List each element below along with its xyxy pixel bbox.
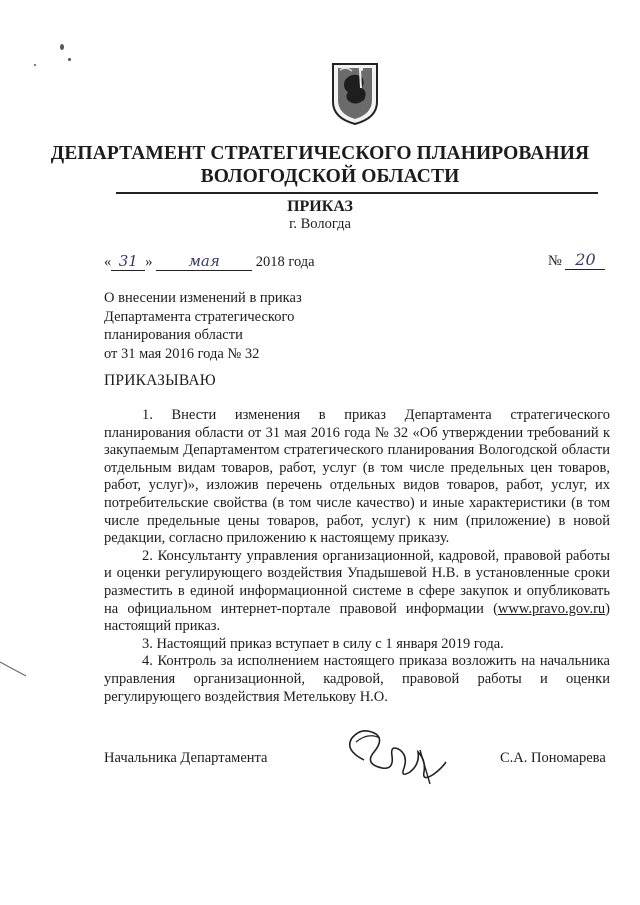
date-open-quote: « (104, 254, 112, 270)
coat-of-arms-emblem (330, 62, 380, 126)
document-type: ПРИКАЗ (287, 198, 353, 215)
scan-speck (60, 44, 64, 50)
organization-name-line1: ДЕПАРТАМЕНТ СТРАТЕГИЧЕСКОГО ПЛАНИРОВАНИЯ (50, 143, 590, 164)
document-subject (104, 289, 302, 363)
header-divider (116, 192, 598, 194)
document-city: г. Вологда (289, 216, 351, 232)
body-paragraph-3: 3. Настоящий приказ вступает в силу с 1 января 2019 года. (142, 635, 504, 652)
number-prefix: № (548, 253, 562, 269)
date-day: 31 (111, 252, 145, 271)
paragraph-2-text-after-link: ) настоящий приказ. (104, 600, 610, 635)
document-body (104, 407, 610, 706)
number-value: 20 (565, 250, 605, 270)
document-date (104, 252, 315, 271)
subject-line: Департамента стратегического (104, 308, 295, 325)
subject-line: О внесении изменений в приказ (104, 290, 302, 306)
date-year: 2018 года (255, 254, 315, 270)
body-paragraph-1: 1. Внести изменения в приказ Департамента стратегического планирования области от 31 мая 2016 года № 32 «Об утверждении требований к закупаемым Департаментом стратегического планирования Вологодской области отдельным видам товаров, работ, услуг (в том числе предельных цен товаров, работ, услуг)», изложив перечень отдельных видов товаров, работ, услуг, их потребительские свойства (в том числе качество) и иные характеристики (в том числе предельные цены товаров, работ, услуг) к ним (приложение) в новой редакции, согласно приложению к настоящему приказу. (104, 407, 610, 547)
subject-line: от 31 мая 2016 года № 32 (104, 345, 260, 362)
scan-speck (68, 58, 71, 61)
date-month: мая (156, 252, 252, 271)
scan-speck (34, 64, 36, 66)
body-paragraph-2 (104, 548, 610, 636)
organization-name-line2: ВОЛОГОДСКОЙ ОБЛАСТИ (200, 166, 460, 187)
date-close-quote: » (145, 254, 153, 270)
document-number (548, 250, 605, 270)
scan-mark (0, 660, 30, 680)
body-paragraph-4: 4. Контроль за исполнением настоящего приказа возложить на начальника управления организационной, кадровой, правовой работы и оценки регулирующего воздействия Метелькову Н.О. (104, 653, 610, 705)
pravo-gov-link[interactable]: www.pravo.gov.ru (497, 600, 606, 617)
signatory-name: С.А. Пономарева (500, 750, 606, 766)
order-directive-word: ПРИКАЗЫВАЮ (104, 372, 216, 389)
subject-line: планирования области (104, 327, 243, 343)
signatory-title: Начальника Департамента (104, 750, 268, 766)
paragraph-2-text-before-link: 2. Консультанту управления организационной, кадровой, правовой работы и оценки регулирующего воздействия Упадышевой Н.В. в установленные сроки разместить в единой информационной системе в сфере закупок и опубликовать на официальном интернет-портале правовой информации ( (104, 547, 610, 617)
handwritten-signature (334, 720, 464, 790)
